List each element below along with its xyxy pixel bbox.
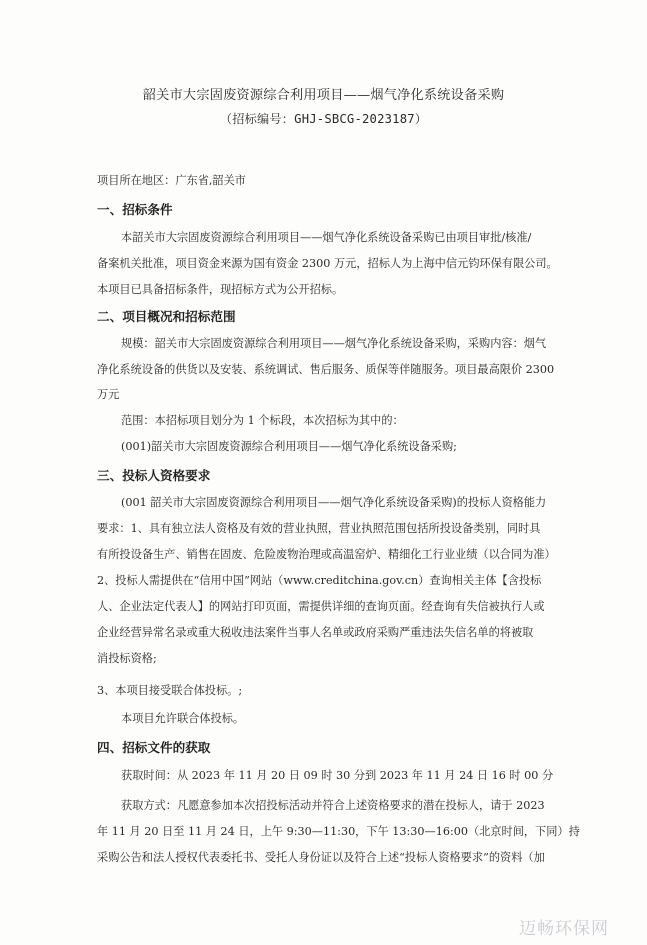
document-title: 韶关市大宗固废资源综合利用项目——烟气净化系统设备采购 (142, 88, 505, 103)
paragraph-line: 3、本项目接受联合体投标。; (97, 684, 243, 697)
project-location: 项目所在地区：广东省,韶关市 (97, 174, 246, 187)
paragraph-line: 万元 (97, 388, 120, 401)
tender-number: （招标编号：GHJ-SBCG-2023187） (219, 112, 428, 126)
paragraph-line: (001)韶关市大宗固废资源综合利用项目——烟气净化系统设备采购; (121, 440, 457, 453)
paragraph-line: 企业经营异常名录或重大税收违法案件当事人名单或政府采购严重违法失信名单的将被取 (97, 626, 534, 639)
paragraph-line: 2、投标人需提供在“信用中国”网站（www.creditchina.gov.cn）查询相关主体【含投标 (97, 574, 542, 587)
paragraph-line: 采购公告和法人授权代表委托书、受托人身份证以及符合上述“投标人资格要求”的资料（加 (97, 851, 545, 864)
paragraph-line: 获取时间：从 2023 年 11 月 20 日 09 时 30 分到 2023 年 11 月 24 日 16 时 00 分 (121, 769, 554, 782)
paragraph-line: 本项目允许联合体投标。 (121, 712, 245, 725)
section-heading-2: 二、项目概况和招标范围 (97, 309, 236, 324)
section-heading-3: 三、投标人资格要求 (97, 468, 211, 483)
paragraph-line: 消投标资格; (97, 652, 157, 665)
section-heading-1: 一、招标条件 (97, 202, 173, 217)
paragraph-line: 本韶关市大宗固废资源综合利用项目——烟气净化系统设备采购已由项目审批/核准/ (121, 231, 532, 244)
paragraph-line: 年 11 月 20 日至 11 月 24 日，上午 9:30—11:30，下午 13:30—16:00（北京时间，下同）持 (97, 825, 580, 838)
paragraph-line: 范围：本招标项目划分为 1 个标段，本次招标为其中的： (121, 414, 404, 427)
paragraph-line: 本项目已具备招标条件，现招标方式为公开招标。 (97, 283, 344, 296)
paragraph-line: (001 韶关市大宗固废资源综合利用项目——烟气净化系统设备采购)的投标人资格能力 (121, 496, 547, 509)
paragraph-line: 备案机关批准，项目资金来源为国有资金 2300 万元，招标人为上海中信元钧环保有限公司。 (97, 257, 558, 270)
paragraph-line: 获取方式：凡愿意参加本次招投标活动并符合上述资格要求的潜在投标人，请于 2023 (121, 799, 545, 812)
paragraph-line: 净化系统设备的供货以及安装、系统调试、售后服务、质保等伴随服务。项目最高限价 2300 (97, 363, 555, 376)
paragraph-line: 人、企业法定代表人】的网站打印页面，需提供详细的查询页面。经查询有失信被执行人或 (97, 600, 545, 613)
paragraph-line: 规模：韶关市大宗固废资源综合利用项目——烟气净化系统设备采购，采购内容：烟气 (121, 337, 547, 350)
paragraph-line: 要求：1、具有独立法人资格及有效的营业执照，营业执照范围包括所投设备类别，同时具 (97, 522, 541, 535)
section-heading-4: 四、招标文件的获取 (97, 740, 211, 755)
paragraph-line: 有所投设备生产、销售在固废、危险废物治理或高温窑炉、精细化工行业业绩（以合同为准） (97, 548, 556, 561)
site-watermark: 迈畅环保网 (519, 919, 609, 939)
